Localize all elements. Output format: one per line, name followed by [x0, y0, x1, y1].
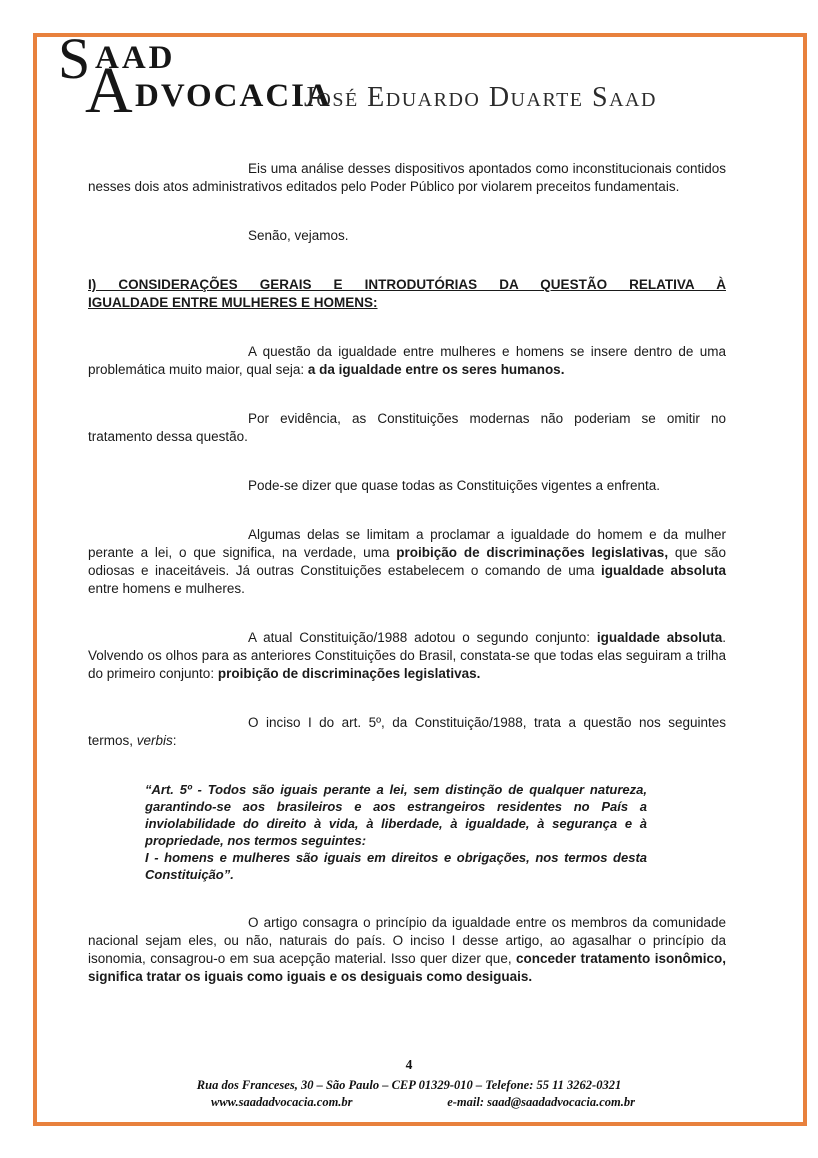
paragraph-atual-bold1: igualdade absoluta — [596, 630, 723, 645]
paragraph-senao-vejamos — [88, 227, 726, 245]
paragraph-atual-seg2: . Volvendo os olhos para as anteriores Constituições do Brasil, constata-se que todas elas seguiram a trilha do primeiro conjunto: — [88, 630, 726, 681]
firm-logo — [58, 26, 778, 128]
document-body — [88, 160, 726, 986]
paragraph-inciso-seg2: : — [172, 733, 177, 748]
section-heading — [88, 276, 726, 312]
paragraph-atual-seg1: A atual Constituição/1988 adotou o segundo conjunto: — [248, 630, 597, 645]
page-number: 4 — [405, 1057, 413, 1072]
paragraph-atual-bold2: proibição de discriminações legislativas. — [217, 666, 481, 681]
constitution-quote-inciso: I - homens e mulheres são iguais em direitos e obrigações, nos termos desta Constituição”. — [145, 850, 647, 882]
paragraph-algumas-seg1: Algumas delas se limitam a proclamar a igualdade do homem e da mulher perante a lei, o que significa, na verdade, uma — [88, 527, 726, 560]
paragraph-algumas-bold1: proibição de discriminações legislativas, — [396, 545, 669, 560]
logo-letter-s: S — [58, 26, 91, 91]
paragraph-inciso — [88, 714, 726, 750]
paragraph-pode-se-dizer-text: Pode-se dizer que quase todas as Constituições vigentes a enfrenta. — [248, 478, 661, 493]
paragraph-algumas-delas — [88, 526, 726, 598]
footer-address: Rua dos Franceses, 30 – São Paulo – CEP 01329-010 – Telefone: 55 11 3262-0321 — [196, 1078, 622, 1092]
paragraph-inciso-seg1: O inciso I do art. 5º, da Constituição/1988, trata a questão nos seguintes termos, — [88, 715, 726, 748]
paragraph-por-evidencia-text: Por evidência, as Constituições modernas não poderiam se omitir no tratamento dessa questão. — [88, 411, 726, 444]
paragraph-atual-constituicao — [88, 629, 726, 683]
page-footer — [0, 1057, 818, 1110]
paragraph-algumas-bold2: igualdade absoluta — [601, 563, 726, 578]
paragraph-algumas-seg2: que são odiosas e inaceitáveis. Já outras Constituições estabelecem o comando de uma — [88, 545, 726, 578]
logo-letter-a: A — [85, 54, 133, 127]
section-heading-line1: I) CONSIDERAÇÕES GERAIS E INTRODUTÓRIAS DA QUESTÃO RELATIVA À — [88, 277, 726, 292]
logo-saad-caps: AAD — [95, 40, 176, 76]
paragraph-pode-se-dizer — [88, 477, 726, 495]
footer-contacts — [211, 1095, 635, 1110]
constitution-quote-caput: “Art. 5º - Todos são iguais perante a lei, sem distinção de qualquer natureza, garantindo-se aos brasileiros e aos estrangeiros residentes no País a inviolabilidade do direito à vida, à liberdade, à igualdade, à segurança e à propriedade, nos termos seguintes: — [145, 782, 647, 848]
paragraph-por-evidencia — [88, 410, 726, 446]
paragraph-artigo-consagra — [88, 914, 726, 986]
section-heading-line2: IGUALDADE ENTRE MULHERES E HOMENS: — [88, 295, 378, 310]
logo-lawyer-name: José Eduardo Duarte Saad — [304, 82, 657, 113]
paragraph-artigo-bold: conceder tratamento isonômico, significa tratar os iguais como iguais e os desiguais como desiguais. — [88, 951, 726, 984]
paragraph-intro-text: Eis uma análise desses dispositivos apontados como inconstitucionais contidos nesses dois atos administrativos editados pelo Poder Público por violarem preceitos fundamentais. — [88, 161, 726, 194]
paragraph-questao-bold: a da igualdade entre os seres humanos. — [307, 362, 565, 377]
paragraph-artigo-seg1: O artigo consagra o princípio da igualdade entre os membros da comunidade nacional sejam eles, ou não, naturais do país. O inciso I desse artigo, ao agasalhar o princípio da isonomia, consagrou-o em sua acepção material. Isso quer dizer que, — [88, 915, 726, 966]
paragraph-questao-text: A questão da igualdade entre mulheres e homens se insere dentro de uma problemática muito maior, qual seja: — [88, 344, 726, 377]
paragraph-algumas-seg3: entre homens e mulheres. — [88, 581, 245, 596]
paragraph-intro — [88, 160, 726, 196]
logo-advocacia-caps: DVOCACIA — [135, 78, 332, 114]
footer-website: www.saadadvocacia.com.br — [211, 1095, 353, 1109]
constitution-quote — [145, 781, 647, 883]
paragraph-inciso-verbis: verbis — [136, 733, 173, 748]
paragraph-questao-igualdade — [88, 343, 726, 379]
footer-email: e-mail: saad@saadadvocacia.com.br — [447, 1095, 635, 1109]
paragraph-senao-text: Senão, vejamos. — [248, 228, 349, 243]
